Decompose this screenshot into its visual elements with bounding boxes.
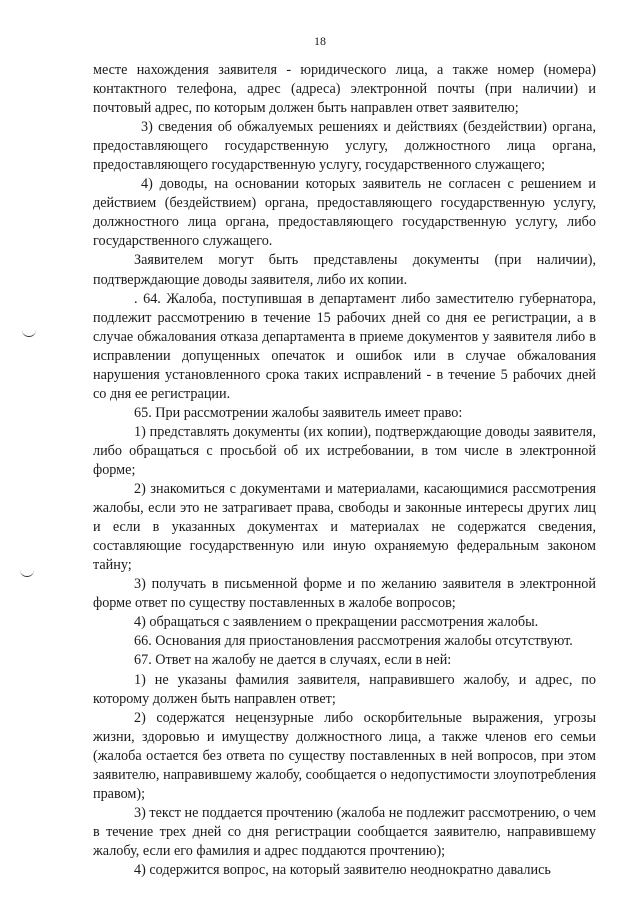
paragraph-66: 66. Основания для приостановления рассмотрения жалобы отсутствуют. [134, 633, 573, 650]
paragraph-67-item-2: 2) содержатся нецензурные либо оскорбительные выражения, угрозы жизни, здоровью и имуществу должностного лица, а также членов его семьи (жалоба остается без ответа по существу поставленных в ней вопросов, при этом заявителю, направившему жалобу, сообщается о недопустимости злоупотребления правом); [93, 709, 596, 802]
paragraph-item-3: 3) сведения об обжалуемых решениях и действиях (бездействии) органа, предоставляющего государственную услугу, должностного лица органа, предоставляющего государственную услугу, государственного служащего; [93, 119, 596, 174]
paragraph-67-item-1: 1) не указаны фамилия заявителя, направившего жалобу, и адрес, по которому должен быть направлен ответ; [93, 671, 596, 707]
paragraph-64: . 64. Жалоба, поступившая в департамент либо заместителю губернатора, подлежит рассмотрению в течение 15 рабочих дней со дня ее регистрации, а в случае обжалования отказа департамента в приеме документов у заявителя либо в исправлении допущенных опечаток и ошибок или в случае обжалования нарушения установленного срока таких исправлений - в течение 5 рабочих дней со дня ее регистрации. [93, 290, 596, 402]
paragraph-65-item-2: 2) знакомиться с документами и материалами, касающимися рассмотрения жалобы, если это не затрагивает права, свободы и законные интересы других лиц и если в указанных документах и материалах не содержатся сведения, составляющие государственную или иную охраняемую федеральным законом тайну; [93, 481, 596, 574]
margin-scan-mark [22, 328, 36, 337]
paragraph-67: 67. Ответ на жалобу не дается в случаях, если в ней: [134, 652, 452, 669]
paragraph-65: 65. При рассмотрении жалобы заявитель имеет право: [134, 404, 463, 421]
paragraph-67-item-4: 4) содержится вопрос, на который заявителю неоднократно давались [134, 861, 551, 878]
paragraph-65-item-4: 4) обращаться с заявлением о прекращении рассмотрения жалобы. [134, 614, 539, 631]
document-body [93, 61, 596, 880]
page-number: 18 [314, 34, 326, 48]
paragraph-65-item-1: 1) представлять документы (их копии), подтверждающие доводы заявителя, либо обращаться с просьбой об их истребовании, в том числе в электронной форме; [93, 423, 596, 478]
paragraph-67-item-3: 3) текст не поддается прочтению (жалоба не подлежит рассмотрению, о чем в течение трех дней со дня регистрации сообщается заявителю, направившему жалобу, если его фамилия и адрес поддаются прочтению); [93, 804, 596, 859]
paragraph-65-item-3: 3) получать в письменной форме и по желанию заявителя в электронной форме ответ по существу поставленных в жалобе вопросов; [93, 576, 596, 612]
margin-scan-mark [20, 568, 34, 577]
paragraph-documents: Заявителем могут быть представлены документы (при наличии), подтверждающие доводы заявителя, либо их копии. [93, 252, 596, 288]
paragraph-continuation: месте нахождения заявителя - юридического лица, а также номер (номера) контактного телефона, адрес (адреса) электронной почты (при наличии) и почтовый адрес, по которым должен быть направлен ответ заявителю; [93, 62, 596, 117]
paragraph-item-4: 4) доводы, на основании которых заявитель не согласен с решением и действием (бездействием) органа, предоставляющего государственную услугу, должностного лица органа, предоставляющего государственную услугу, либо государственного служащего. [93, 176, 596, 250]
